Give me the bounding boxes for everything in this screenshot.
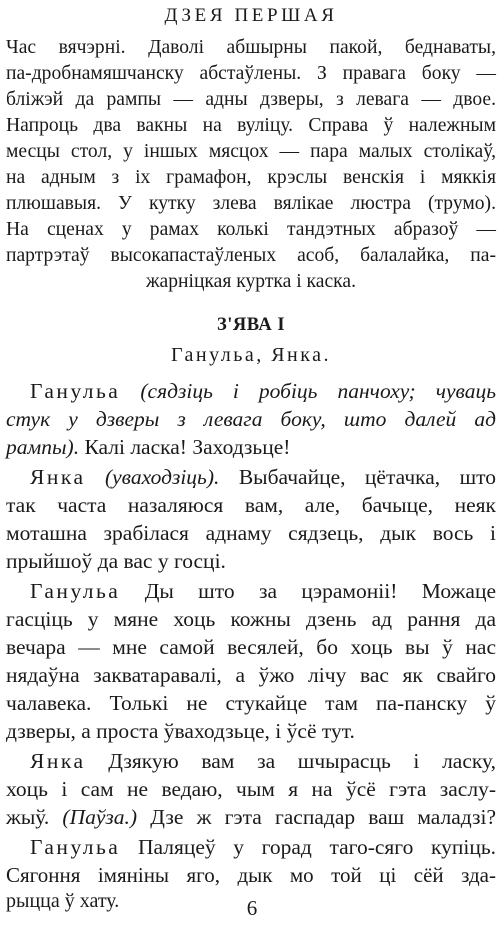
speech-text: нядаўна закватаравалі, а ўжо лічу вас як свайго <box>6 663 496 687</box>
dialogue-line <box>30 834 496 860</box>
speech-text: вечара — мне самой весялей, бо хоць вы ў нас <box>6 635 496 659</box>
stage-direction-line: На сценах у рамах колькі тандэтных абразоў — <box>6 219 496 240</box>
dialogue-line <box>30 464 496 490</box>
speech-text: Ды што за цэрамоніі! Можаце <box>144 579 496 603</box>
speaker-name: Ганульа <box>30 579 121 603</box>
stage-direction-line: бліжэй да рампы — адны дзверы, з левага — двое. <box>6 89 496 110</box>
speech-text: Сягоння імяніны яго, дык мо той ці сёй зда- <box>6 863 496 887</box>
act-heading: ДЗЕЯ ПЕРШАЯ <box>164 5 338 26</box>
page-number: 6 <box>246 896 258 920</box>
stage-direction-line: партрэтаў высокапастаўленых асоб, балалайка, па- <box>6 245 496 266</box>
dialogue-line <box>30 748 496 774</box>
dialogue-line <box>6 804 496 830</box>
scene-characters: Ганульа, Янка. <box>170 344 332 366</box>
stage-remark: (уваходзіць). <box>104 465 220 489</box>
stage-direction-line: Час вячэрні. Даволі абшырны пакой, беднаваты, <box>6 37 496 58</box>
speaker-name: Ганульа <box>30 835 121 859</box>
speaker-name: Янка <box>30 749 86 773</box>
dialogue-line <box>30 578 496 604</box>
stage-direction-line: на адным з іх грамафон, крэслы венскія і мяккія <box>6 167 496 188</box>
stage-direction-line: плюшавыя. У кутку злева вялікае люстра (трумо). <box>6 193 496 214</box>
speech-text: прыйшоў да вас у госці. <box>6 549 226 573</box>
speech-text: хоць і сам не ведаю, чым я на ўсё гэта заслу- <box>6 777 496 801</box>
scene-title: З'ЯВА I <box>216 315 286 335</box>
speech-text: чалавека. Толькі не стукайце там па-панску ў <box>6 691 496 715</box>
dialogue-line <box>6 434 496 460</box>
dialogue-line <box>30 378 496 404</box>
speech-text: так часта назаляюся вам, але, бачыце, неяк <box>6 493 496 517</box>
speech-text: Калі ласка! Заходзьце! <box>84 435 291 459</box>
speech-text: Дзякую вам за шчырасць і ласку, <box>108 749 496 773</box>
speech-text: гасціць у мяне хоць кожны дзень ад рання да <box>6 607 496 631</box>
stage-remark: стук у дзверы з левага боку, што далей ад <box>6 407 496 431</box>
speech-text: Паляцеў у горад таго-сяго купіць. <box>137 835 497 859</box>
stage-direction-line: месцы стол, у іншых мясцох — пара малых столікаў, <box>6 141 496 162</box>
speech-text: Дзе ж гэта гаспадар ваш маладзі? <box>150 805 497 829</box>
stage-remark: (Паўза.) <box>62 805 138 829</box>
speech-text: жыў. <box>6 805 50 829</box>
speech-text: Выбачайце, цётачка, што <box>238 465 497 489</box>
stage-direction-line: жарніцкая куртка і каска. <box>145 271 356 292</box>
speech-text: дзверы, а проста ўваходзьце, і ўсё тут. <box>6 719 355 743</box>
speech-text: рыцца ў хату. <box>6 890 120 912</box>
speaker-name: Ганульа <box>30 379 121 403</box>
speech-text: моташна зрабілася аднаму сядзець, дык вось і <box>6 521 496 545</box>
stage-remark: рампы). <box>6 435 80 459</box>
speaker-name: Янка <box>30 465 86 489</box>
stage-direction-line: Напроць два вакны на вуліцу. Справа ў належным <box>6 115 496 136</box>
stage-direction-line: па-дробнамяшчанску абстаўлены. З правага боку — <box>6 63 496 84</box>
stage-remark: (сядзіць і робіць панчоху; чуваць <box>140 379 497 403</box>
